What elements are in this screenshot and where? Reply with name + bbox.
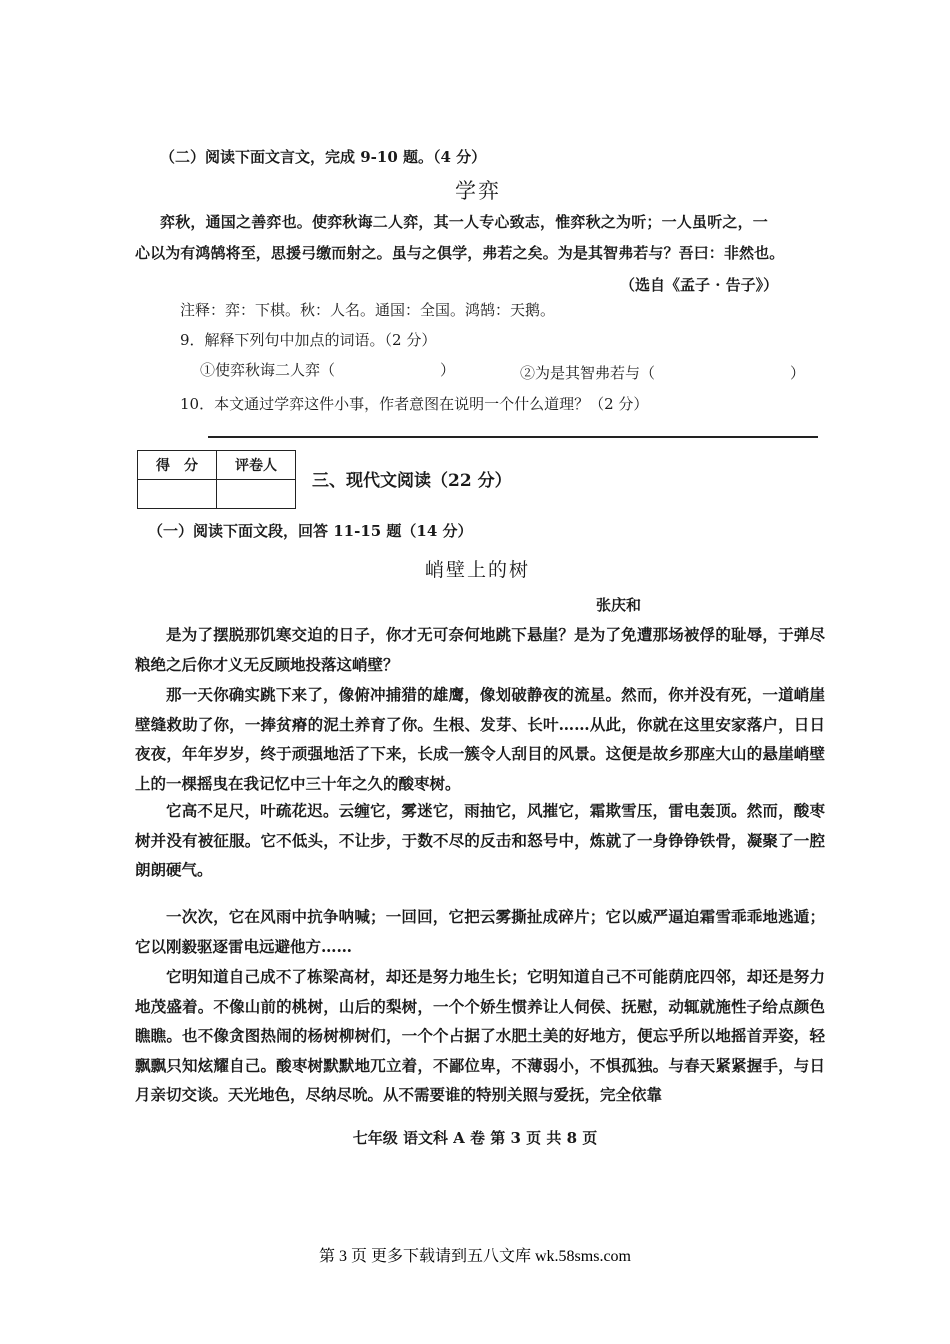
classical-text-title: 学弈 <box>455 179 501 203</box>
essay-paragraph-1: 是为了摆脱那饥寒交迫的日子，你才无可奈何地跳下悬崖？是为了免遭那场被俘的耻辱，于弹尽粮绝之后你才义无反顾地投落这峭壁？ <box>135 625 825 674</box>
classical-text-line-2: 心以为有鸿鹄将至，思援弓缴而射之。虽与之俱学，弗若之矣。为是其智弗若与？吾曰：非然也。 <box>135 244 785 262</box>
section3-heading: 三、现代文阅读（22 分） <box>312 471 512 491</box>
essay-paragraph-5: 它明知道自己成不了栋梁高材，却还是努力地生长；它明知道自己不可能荫庇四邻，却还是努力地茂盛着。不像山前的桃树，山后的梨树，一个个娇生惯养让人伺侯、抚慰，动辄就施性子给点颜色瞧瞧。也不像贪图热闹的杨树柳树们，一个个占据了水肥土美的好地方，便忘乎所以地摇首弄姿，轻飘飘只知炫耀自己。酸枣树默默地兀立着，不鄙位卑，不薄弱小，不惧孤独。与春天紧紧握手，与日月亲切交谈。天光地色，尽纳尽吮。从不需要谁的特别关照与爱抚，完全依靠 <box>135 967 825 1104</box>
classical-text-line-1: 弈秋，通国之善弈也。使弈秋诲二人弈，其一人专心致志，惟弈秋之为听；一人虽听之，一 <box>160 213 769 231</box>
classical-text-source: （选自《孟子 · 告子》） <box>620 276 779 294</box>
essay-author: 张庆和 <box>596 596 642 614</box>
question-9-item-b: ②为是其智弗若与（ ） <box>520 364 806 382</box>
score-box <box>137 450 296 509</box>
classical-text-notes: 注释：弈：下棋。秋：人名。通国：全国。鸿鹄：天鹅。 <box>180 301 556 319</box>
essay-paragraph-2: 那一天你确实跳下来了，像俯冲捕猎的雄鹰，像划破静夜的流星。然而，你并没有死，一道峭崖壁缝救助了你，一捧贫瘠的泥土养育了你。生根、发芽、长叶……从此，你就在这里安家落户，日日夜夜，年年岁岁，终于顽强地活了下来，长成一簇令人刮目的风景。这便是故乡那座大山的悬崖峭壁上的一棵摇曳在我记忆中三十年之久的酸枣树。 <box>135 685 825 793</box>
essay-paragraph-4: 一次次，它在风雨中抗争呐喊；一回回，它把云雾撕扯成碎片；它以威严逼迫霜雪乖乖地逃遁；它以刚毅驱逐雷电远避他方…… <box>135 907 825 956</box>
score-box-score-label: 得 分 <box>138 451 217 480</box>
question-9: 9．解释下列句中加点的词语。（2 分） <box>180 331 437 349</box>
score-box-grader-label: 评卷人 <box>217 451 296 480</box>
essay-paragraph-3: 它高不足尺，叶疏花迟。云缠它，雾迷它，雨抽它，风摧它，霜欺雪压，雷电轰顶。然而，酸枣树并没有被征服。它不低头，不让步，于数不尽的反击和怒号中，炼就了一身铮铮铁骨，凝聚了一腔朗朗硬气。 <box>135 801 825 879</box>
question-9-item-a: ①使弈秋诲二人弈（ ） <box>200 361 456 379</box>
score-box-score-cell <box>138 480 217 509</box>
question-10: 10．本文通过学弈这件小事，作者意图在说明一个什么道理？（2 分） <box>180 395 649 413</box>
divider-rule <box>208 436 818 438</box>
download-footer: 第 3 页 更多下载请到五八文库 wk.58sms.com <box>318 1248 631 1265</box>
section2-heading: （二）阅读下面文言文，完成 9-10 题。（4 分） <box>160 148 487 166</box>
exam-page-footer: 七年级 语文科 A 卷 第 3 页 共 8 页 <box>352 1129 598 1147</box>
section3-sub-heading: （一）阅读下面文段，回答 11-15 题（14 分） <box>148 522 473 540</box>
essay-title: 峭壁上的树 <box>425 559 531 581</box>
score-box-grader-cell <box>217 480 296 509</box>
